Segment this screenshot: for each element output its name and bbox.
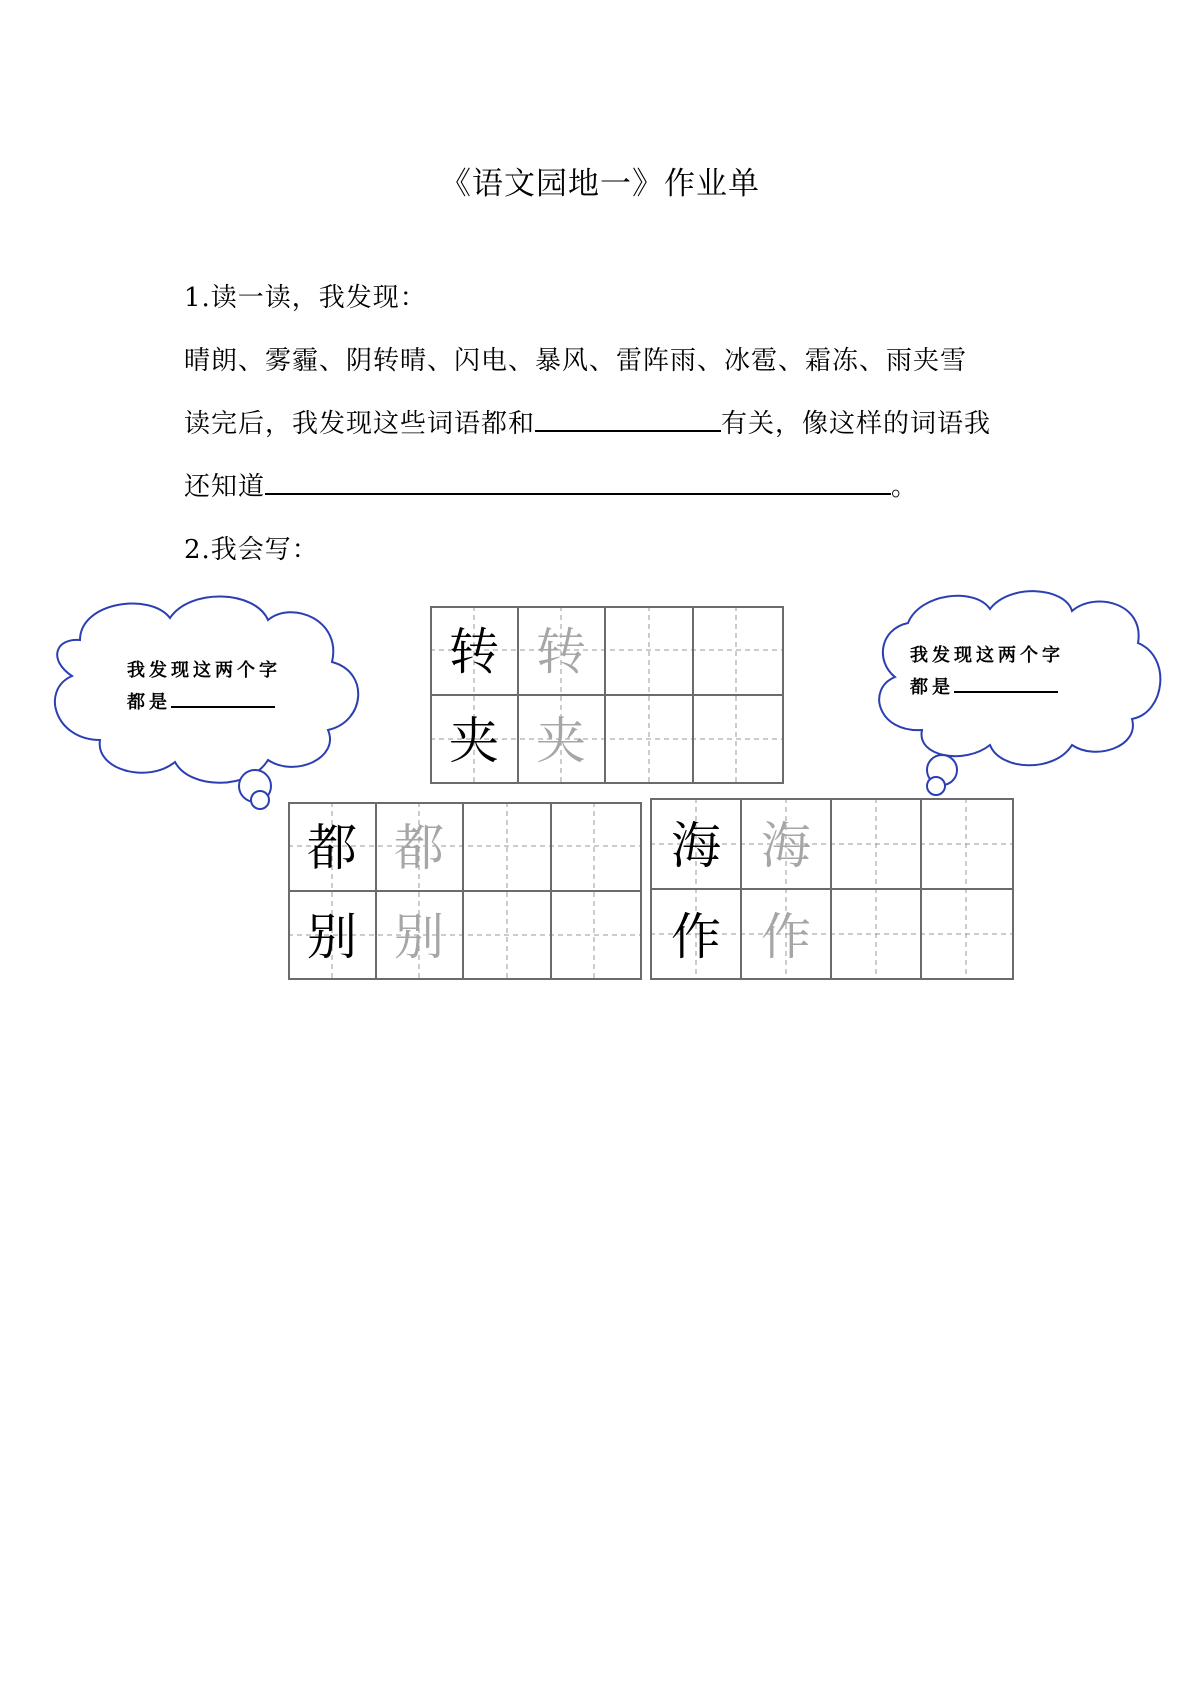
sentence-part3: 还知道	[184, 472, 266, 502]
answer-blank-1[interactable]	[535, 406, 721, 432]
worksheet-title: 《语文园地一》作业单	[440, 166, 760, 202]
grid-trace-zuo: 作	[761, 908, 811, 966]
sentence-end: 。	[891, 472, 919, 502]
grid-char-zuo: 作	[671, 908, 721, 966]
cloud-left-line2: 都是	[127, 692, 171, 713]
grid-char-hai: 海	[671, 817, 721, 875]
cloud-left-text	[127, 655, 281, 719]
cloud-right-line1: 我发现这两个字	[910, 645, 1064, 666]
section2-heading: 2.我会写：	[184, 535, 319, 565]
sentence-part2: 有关，像这样的词语我	[721, 409, 992, 439]
grid-char-bie: 别	[307, 908, 357, 966]
grid-char-zhuan: 转	[449, 623, 499, 681]
answer-blank-2[interactable]	[265, 469, 891, 495]
cloud-right-blank[interactable]	[954, 673, 1058, 693]
sentence-line-1	[184, 403, 991, 440]
sentence-part1: 读完后，我发现这些词语都和	[184, 409, 536, 439]
grid-trace-jia: 夹	[536, 712, 586, 770]
grid-char-dou: 都	[307, 819, 357, 877]
grid-trace-dou: 都	[394, 819, 444, 877]
writing-grid-top	[430, 606, 784, 784]
cloud-right-line2: 都是	[910, 677, 954, 698]
cloud-right-text	[910, 640, 1064, 704]
weather-words: 晴朗、雾霾、阴转晴、闪电、暴风、雷阵雨、冰雹、霜冻、雨夹雪	[184, 346, 968, 376]
writing-grid-bottom-right	[650, 798, 1014, 980]
cloud-left-blank[interactable]	[171, 688, 275, 708]
grid-trace-bie: 别	[394, 908, 444, 966]
sentence-line-2	[184, 466, 918, 503]
writing-grid-bottom-left	[288, 802, 642, 980]
grid-trace-zhuan: 转	[536, 623, 586, 681]
grid-char-jia: 夹	[449, 712, 499, 770]
section1-heading: 1.读一读，我发现：	[184, 283, 427, 313]
grid-trace-hai: 海	[761, 817, 811, 875]
cloud-left-line1: 我发现这两个字	[127, 660, 281, 681]
